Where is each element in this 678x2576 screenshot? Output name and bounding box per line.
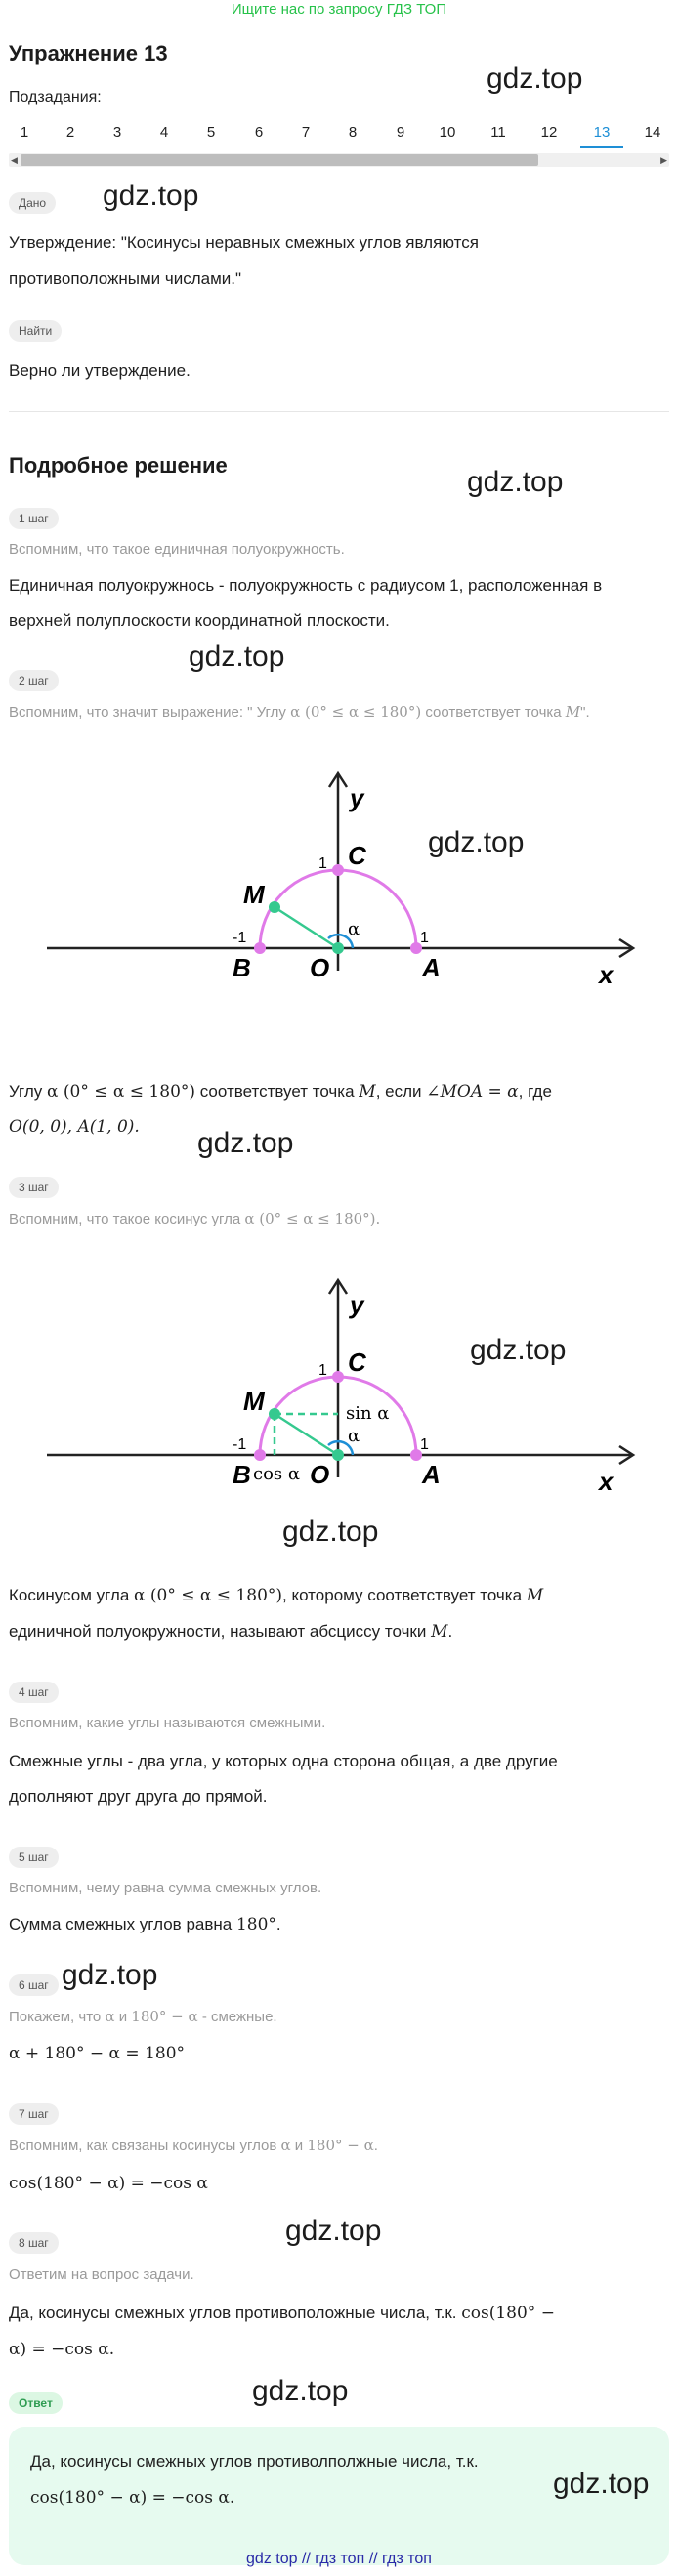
watermark: gdz.top xyxy=(189,641,285,673)
tabs-scrollbar[interactable] xyxy=(9,153,669,167)
tab-14[interactable]: 14 xyxy=(644,124,661,141)
label-x: x xyxy=(599,1467,614,1496)
tab-7[interactable]: 7 xyxy=(301,124,311,141)
step-3-hint: Вспомним, что такое косинус угла α (0° ≤ α ≤ 180°). xyxy=(9,1210,381,1227)
tab-3[interactable]: 3 xyxy=(112,124,122,141)
tab-5[interactable]: 5 xyxy=(206,124,216,141)
given-line-1: Утверждение: "Косинусы неравных смежных углов являются xyxy=(9,233,479,252)
watermark: gdz.top xyxy=(553,2468,650,2500)
label-one-top: 1 xyxy=(318,1362,327,1379)
label-x: x xyxy=(599,960,614,989)
label-m: M xyxy=(243,880,265,909)
step-3-after-line-2: единичной полуокружности, называют абсциссу точки M. xyxy=(9,1622,453,1641)
label-a: A xyxy=(422,953,441,982)
watermark: gdz.top xyxy=(487,62,583,95)
tab-9[interactable]: 9 xyxy=(396,124,405,141)
tab-6[interactable]: 6 xyxy=(254,124,264,141)
radius-om xyxy=(275,1414,338,1455)
label-b: B xyxy=(233,1460,251,1489)
solution-heading: Подробное решение xyxy=(9,453,228,478)
tab-12[interactable]: 12 xyxy=(540,124,558,141)
given-badge: Дано xyxy=(9,192,56,214)
find-text: Верно ли утверждение. xyxy=(9,361,191,380)
point-b xyxy=(254,1449,266,1461)
answer-line-2: cos(180° − α) = −cos α. xyxy=(30,2488,235,2508)
label-cos: cos α xyxy=(253,1464,301,1484)
label-minus-one: -1 xyxy=(233,930,247,946)
watermark: gdz.top xyxy=(467,466,564,498)
step-4-hint: Вспомним, какие углы называются смежными. xyxy=(9,1715,326,1731)
step-8-line-1: Да, косинусы смежных углов противоположные числа, т.к. cos(180° − xyxy=(9,2304,555,2323)
divider xyxy=(9,411,669,412)
label-o: O xyxy=(310,953,330,982)
step-6-hint: Покажем, что α и 180° − α - смежные. xyxy=(9,2008,277,2025)
watermark: gdz.top xyxy=(252,2375,349,2407)
watermark: gdz.top xyxy=(470,1334,567,1366)
given-line-2: противоположными числами." xyxy=(9,270,242,288)
label-one-top: 1 xyxy=(318,855,327,872)
label-alpha: α xyxy=(348,919,360,939)
unit-semicircle-diagram xyxy=(37,764,643,998)
point-o xyxy=(332,1449,344,1461)
label-sin: sin α xyxy=(346,1403,390,1424)
step-1-badge: 1 шаг xyxy=(9,508,59,529)
step-8-badge: 8 шаг xyxy=(9,2232,59,2254)
step-3-badge: 3 шаг xyxy=(9,1177,59,1198)
answer-box xyxy=(9,2427,669,2565)
label-minus-one: -1 xyxy=(233,1436,247,1453)
watermark: gdz.top xyxy=(197,1127,294,1159)
label-o: O xyxy=(310,1460,330,1489)
step-2-hint: Вспомним, что значит выражение: " Углу α (0° ≤ α ≤ 180°) соответствует точка M". xyxy=(9,703,590,721)
step-4-badge: 4 шаг xyxy=(9,1682,59,1703)
step-4-line-2: дополняют друг друга до прямой. xyxy=(9,1787,268,1806)
point-m xyxy=(269,1408,280,1420)
watermark: gdz.top xyxy=(428,826,525,858)
step-2-badge: 2 шаг xyxy=(9,670,59,691)
footer-links[interactable]: gdz top // гдз топ // гдз топ xyxy=(246,2551,432,2567)
point-o xyxy=(332,942,344,954)
step-7-hint: Вспомним, как связаны косинусы углов α и 180° − α. xyxy=(9,2137,378,2154)
tab-11[interactable]: 11 xyxy=(490,124,506,141)
label-c: C xyxy=(348,1348,366,1377)
step-5-badge: 5 шаг xyxy=(9,1847,59,1868)
scroll-right-icon[interactable]: ▶ xyxy=(660,155,667,165)
point-c xyxy=(332,1371,344,1383)
tab-10[interactable]: 10 xyxy=(439,124,456,141)
tab-8[interactable]: 8 xyxy=(348,124,358,141)
watermark: gdz.top xyxy=(282,1516,379,1548)
answer-badge: Ответ xyxy=(9,2392,63,2414)
step-1-hint: Вспомним, что такое единичная полуокружность. xyxy=(9,541,345,558)
cosine-diagram xyxy=(37,1270,643,1505)
step-4-line-1: Смежные углы - два угла, у которых одна сторона общая, а две другие xyxy=(9,1752,558,1770)
label-one-right: 1 xyxy=(420,930,429,946)
point-b xyxy=(254,942,266,954)
step-2-after-line-1: Углу α (0° ≤ α ≤ 180°) соответствует точка M, если ∠MOA = α, где xyxy=(9,1082,552,1101)
step-8-hint: Ответим на вопрос задачи. xyxy=(9,2266,194,2283)
label-c: C xyxy=(348,841,366,870)
tab-13-active[interactable]: 13 xyxy=(580,119,623,148)
scroll-left-icon[interactable]: ◀ xyxy=(11,155,18,165)
step-2-after-line-2: O(0, 0), A(1, 0). xyxy=(9,1117,140,1137)
radius-om xyxy=(275,907,338,948)
scrollbar-thumb[interactable] xyxy=(21,154,538,166)
label-one-right: 1 xyxy=(420,1436,429,1453)
watermark: gdz.top xyxy=(285,2215,382,2247)
answer-line-1: Да, косинусы смежных углов противолполжные числа, т.к. xyxy=(30,2452,479,2471)
label-y: y xyxy=(350,783,364,812)
step-1-line-2: верхней полуплоскости координатной плоскости. xyxy=(9,611,390,630)
point-c xyxy=(332,864,344,876)
label-alpha: α xyxy=(348,1426,360,1446)
step-1-line-1: Единичная полуокружнось - полуокружность с радиусом 1, расположенная в xyxy=(9,576,603,595)
step-7-badge: 7 шаг xyxy=(9,2103,59,2125)
step-8-line-2: α) = −cos α. xyxy=(9,2340,115,2359)
tab-4[interactable]: 4 xyxy=(159,124,169,141)
subtasks-label: Подзадания: xyxy=(9,89,102,105)
label-b: B xyxy=(233,953,251,982)
tab-1[interactable]: 1 xyxy=(20,124,29,141)
step-6-formula: α + 180° − α = 180° xyxy=(9,2044,186,2063)
step-5-text: Сумма смежных углов равна 180°. xyxy=(9,1915,281,1934)
watermark: gdz.top xyxy=(62,1959,158,1991)
point-m xyxy=(269,901,280,913)
find-badge: Найти xyxy=(9,320,62,342)
step-7-formula: cos(180° − α) = −cos α xyxy=(9,2174,208,2193)
subtask-tabs xyxy=(0,119,678,148)
top-banner: Ищите нас по запросу ГДЗ ТОП xyxy=(231,1,447,18)
step-3-after-line-1: Косинусом угла α (0° ≤ α ≤ 180°), которому соответствует точка M xyxy=(9,1586,544,1605)
label-a: A xyxy=(422,1460,441,1489)
page-title: Упражнение 13 xyxy=(9,41,168,65)
step-6-badge: 6 шаг xyxy=(9,1974,59,1996)
watermark: gdz.top xyxy=(103,180,199,212)
step-5-hint: Вспомним, чему равна сумма смежных углов. xyxy=(9,1880,322,1896)
label-y: y xyxy=(350,1290,364,1319)
label-m: M xyxy=(243,1387,265,1416)
tab-2[interactable]: 2 xyxy=(65,124,75,141)
